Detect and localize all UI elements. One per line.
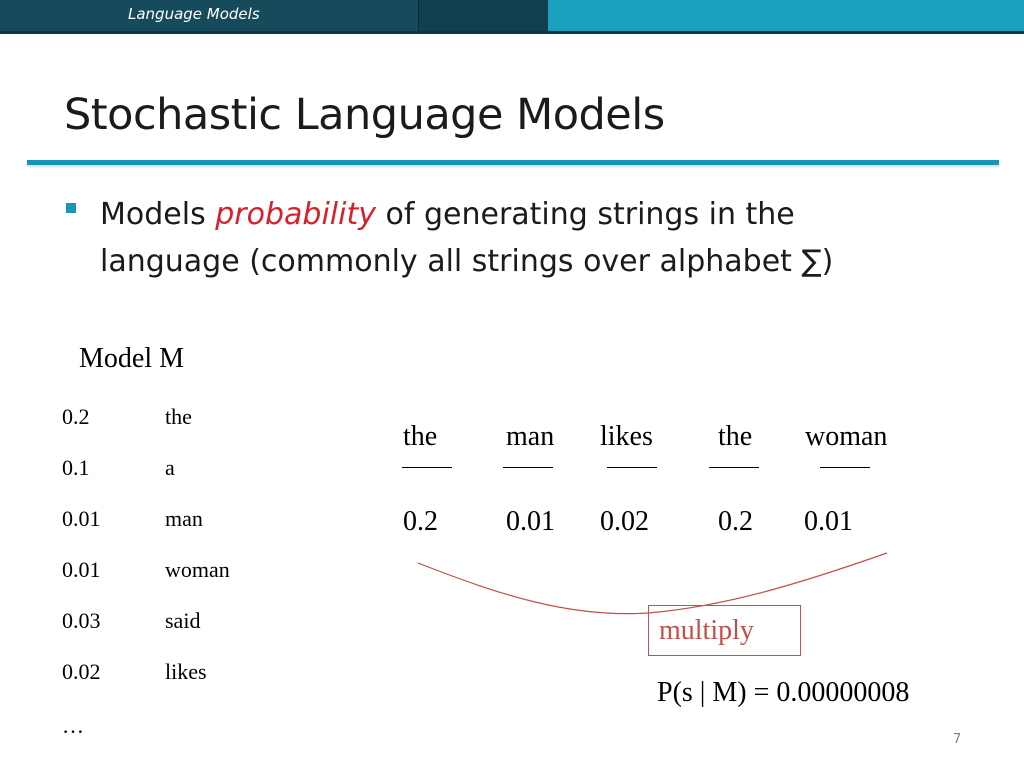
section-title: Language Models [128, 5, 260, 23]
sentence-prob: 0.2 [718, 506, 753, 537]
title-divider [27, 160, 999, 165]
page-number: 7 [953, 732, 962, 747]
word-underline [607, 467, 657, 468]
multiply-label: multiply [659, 615, 754, 646]
bullet-text [100, 191, 930, 285]
slide-title: Stochastic Language Models [64, 90, 665, 140]
sentence-word: woman [805, 421, 888, 452]
word-underline [503, 467, 553, 468]
model-word: said [165, 608, 201, 633]
bullet-emphasis: probability [215, 197, 376, 232]
model-word: the [165, 404, 192, 429]
multiply-callout [648, 605, 801, 656]
result-formula: P(s | M) = 0.00000008 [657, 677, 910, 708]
header-bar [0, 0, 1024, 33]
sentence-word: the [403, 421, 438, 452]
model-ellipsis: … [62, 713, 84, 738]
model-prob: 0.1 [62, 455, 90, 480]
word-underline [820, 467, 870, 468]
bullet-text-end: of generating strings in the language (commonly all strings over alphabet ∑) [100, 197, 834, 279]
sentence-word: the [718, 421, 753, 452]
word-underline [709, 467, 759, 468]
sentence-word: likes [600, 421, 653, 452]
sentence-prob: 0.01 [804, 506, 853, 537]
header-bar-segment [418, 0, 549, 33]
model-label: Model M [79, 343, 184, 374]
model-prob: 0.03 [62, 608, 101, 633]
bullet-text-start: Models [100, 197, 216, 232]
model-word: woman [165, 557, 230, 582]
model-word: a [165, 455, 175, 480]
sentence-prob: 0.2 [403, 506, 438, 537]
bullet-square-icon [66, 203, 76, 213]
sentence-prob: 0.01 [506, 506, 555, 537]
header-bar-segment [548, 0, 1024, 33]
model-prob: 0.02 [62, 659, 101, 684]
model-word: man [165, 506, 203, 531]
sentence-prob: 0.02 [600, 506, 649, 537]
model-word: likes [165, 659, 207, 684]
sentence-word: man [506, 421, 555, 452]
header-bar-underline [0, 31, 1024, 34]
model-prob: 0.01 [62, 506, 101, 531]
word-underline [402, 467, 452, 468]
model-prob: 0.01 [62, 557, 101, 582]
model-prob: 0.2 [62, 404, 90, 429]
